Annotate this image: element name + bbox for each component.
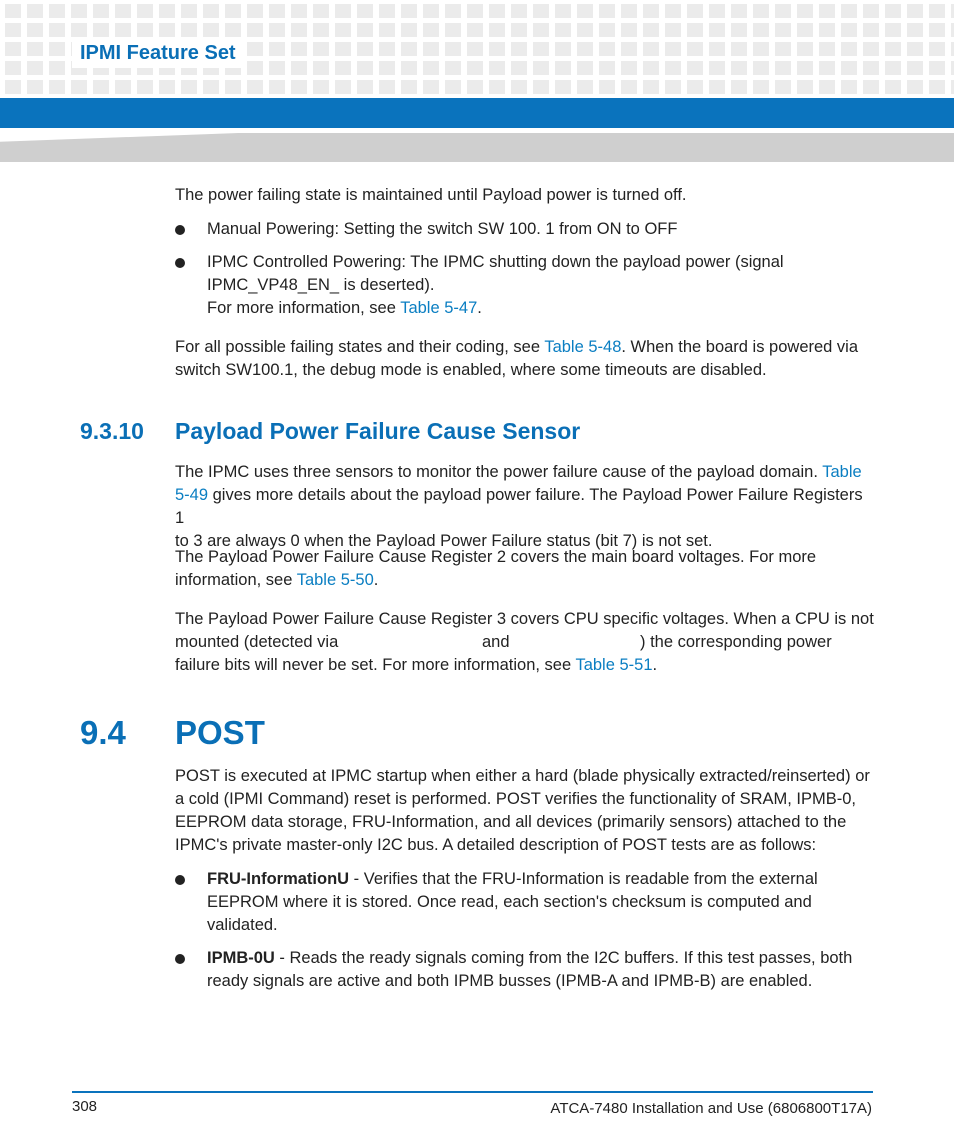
header-pattern-cell bbox=[621, 61, 637, 75]
text-line bbox=[175, 336, 875, 359]
text-line bbox=[175, 654, 875, 677]
header-pattern-cell bbox=[379, 42, 395, 56]
header-pattern-cell bbox=[643, 4, 659, 18]
header-pattern-cell bbox=[511, 80, 527, 94]
header-pattern-cell bbox=[225, 4, 241, 18]
header-pattern-cell bbox=[687, 61, 703, 75]
header-pattern-cell bbox=[621, 23, 637, 37]
bullet-ipmb-0 bbox=[207, 947, 875, 993]
header-pattern-cell bbox=[775, 61, 791, 75]
header-pattern-cell bbox=[203, 80, 219, 94]
header-pattern-cell bbox=[929, 42, 945, 56]
header-pattern-cell bbox=[93, 80, 109, 94]
header-pattern-cell bbox=[841, 80, 857, 94]
header-pattern-cell bbox=[247, 80, 263, 94]
text-span: . bbox=[652, 656, 658, 674]
text-span: For more information, see bbox=[207, 299, 401, 317]
term-ipmb-0: IPMB-0U bbox=[207, 949, 275, 967]
header-pattern-cell bbox=[797, 61, 813, 75]
header-pattern-cell bbox=[5, 23, 21, 37]
header-pattern-cell bbox=[137, 80, 153, 94]
header-pattern-cell bbox=[225, 23, 241, 37]
paragraph-register-2 bbox=[175, 546, 875, 592]
header-pattern-cell bbox=[27, 61, 43, 75]
header-pattern-cell bbox=[379, 61, 395, 75]
text-span: gives more details about the payload power failure. The Payload Power Failure Registers 1 bbox=[175, 486, 863, 527]
text-line bbox=[207, 947, 875, 970]
header-pattern-cell bbox=[49, 4, 65, 18]
text-line bbox=[175, 461, 875, 484]
header-pattern-cell bbox=[797, 80, 813, 94]
header-pattern-cell bbox=[467, 4, 483, 18]
header-pattern-cell bbox=[467, 42, 483, 56]
header-pattern-cell bbox=[445, 80, 461, 94]
text-line: EEPROM data storage, FRU-Information, and all devices (primarily sensors) attached to the bbox=[175, 813, 847, 831]
header-pattern-cell bbox=[291, 4, 307, 18]
text-span: . When the board is powered via bbox=[621, 338, 859, 356]
header-pattern-cell bbox=[819, 61, 835, 75]
header-pattern-cell bbox=[775, 4, 791, 18]
header-pattern-cell bbox=[929, 23, 945, 37]
text-span: . bbox=[477, 299, 482, 317]
header-pattern-cell bbox=[533, 80, 549, 94]
document-title: ATCA-7480 Installation and Use (6806800T17A) bbox=[550, 1100, 872, 1117]
bullet-manual-powering: Manual Powering: Setting the switch SW 100. 1 from ON to OFF bbox=[207, 220, 678, 238]
header-pattern-cell bbox=[665, 23, 681, 37]
header-pattern-cell bbox=[291, 80, 307, 94]
header-pattern-cell bbox=[533, 4, 549, 18]
header-pattern-cell bbox=[731, 42, 747, 56]
header-pattern-cell bbox=[599, 23, 615, 37]
header-pattern-cell bbox=[577, 23, 593, 37]
header-pattern-cell bbox=[335, 42, 351, 56]
header-pattern-cell bbox=[907, 61, 923, 75]
header-pattern-cell bbox=[137, 23, 153, 37]
header-pattern-cell bbox=[467, 61, 483, 75]
header-pattern-cell bbox=[665, 61, 681, 75]
text-line: EEPROM where it is stored. Once read, each section's checksum is computed and bbox=[207, 893, 812, 911]
header-pattern-cell bbox=[687, 42, 703, 56]
header-pattern-cell bbox=[291, 23, 307, 37]
header-pattern-cell bbox=[379, 4, 395, 18]
link-table-5-48[interactable]: Table 5-48 bbox=[544, 338, 622, 356]
text-span: mounted (detected via bbox=[175, 633, 339, 651]
header-pattern-cell bbox=[269, 80, 285, 94]
header-pattern-cell bbox=[71, 23, 87, 37]
header-pattern-cell bbox=[621, 42, 637, 56]
running-header-title: IPMI Feature Set bbox=[72, 38, 244, 68]
footer-rule bbox=[72, 1091, 873, 1093]
header-pattern-cell bbox=[841, 4, 857, 18]
header-pattern-cell bbox=[687, 80, 703, 94]
header-pattern-cell bbox=[159, 4, 175, 18]
header-pattern-cell bbox=[643, 61, 659, 75]
header-pattern-cell bbox=[929, 80, 945, 94]
header-pattern-cell bbox=[753, 80, 769, 94]
header-pattern-cell bbox=[49, 42, 65, 56]
header-pattern-cell bbox=[401, 23, 417, 37]
header-pattern-cell bbox=[247, 23, 263, 37]
link-table-5-50[interactable]: Table 5-50 bbox=[296, 571, 374, 589]
link-table-5-49[interactable]: 5-49 bbox=[175, 486, 209, 504]
header-pattern-cell bbox=[819, 23, 835, 37]
header-pattern-cell bbox=[49, 23, 65, 37]
paragraph-post-description bbox=[175, 765, 875, 857]
paragraph-three-sensors bbox=[175, 461, 875, 553]
header-pattern-cell bbox=[445, 61, 461, 75]
header-pattern-cell bbox=[907, 4, 923, 18]
text-line: The Payload Power Failure Cause Register 3 covers CPU specific voltages. When a CPU is not bbox=[175, 610, 874, 628]
header-pattern-cell bbox=[313, 80, 329, 94]
header-pattern-cell bbox=[357, 4, 373, 18]
header-pattern-cell bbox=[225, 80, 241, 94]
header-pattern-cell bbox=[841, 23, 857, 37]
text-span: ) the corresponding power bbox=[640, 633, 832, 651]
text-line: The Payload Power Failure Cause Register 2 covers the main board voltages. For more bbox=[175, 548, 817, 566]
header-pattern-cell bbox=[159, 23, 175, 37]
header-pattern-cell bbox=[555, 61, 571, 75]
header-pattern-cell bbox=[511, 42, 527, 56]
header-pattern-cell bbox=[533, 23, 549, 37]
header-pattern-cell bbox=[511, 23, 527, 37]
text-span: For all possible failing states and their coding, see bbox=[175, 338, 545, 356]
header-pattern-cell bbox=[401, 61, 417, 75]
header-pattern-cell bbox=[863, 61, 879, 75]
header-pattern-cell bbox=[511, 4, 527, 18]
section-number-9-4: 9.4 bbox=[80, 714, 126, 751]
header-grey-band bbox=[0, 133, 954, 162]
header-pattern-cell bbox=[533, 61, 549, 75]
header-pattern-cell bbox=[555, 23, 571, 37]
header-pattern-cell bbox=[687, 4, 703, 18]
header-pattern-cell bbox=[423, 61, 439, 75]
paragraph-failing-states bbox=[175, 336, 875, 382]
header-pattern-cell bbox=[445, 23, 461, 37]
header-pattern-cell bbox=[357, 42, 373, 56]
header-pattern-cell bbox=[137, 4, 153, 18]
text-line: validated. bbox=[207, 916, 278, 934]
header-pattern-cell bbox=[797, 42, 813, 56]
header-pattern-cell bbox=[423, 4, 439, 18]
text-line: to 3 are always 0 when the Payload Power Failure status (bit 7) is not set. bbox=[175, 532, 713, 550]
header-pattern-cell bbox=[599, 42, 615, 56]
header-pattern-cell bbox=[555, 42, 571, 56]
header-pattern-cell bbox=[621, 4, 637, 18]
header-pattern-cell bbox=[907, 23, 923, 37]
text-span: . bbox=[373, 571, 379, 589]
header-pattern-cell bbox=[93, 23, 109, 37]
header-pattern-cell bbox=[599, 80, 615, 94]
header-pattern-cell bbox=[885, 42, 901, 56]
header-pattern-cell bbox=[313, 4, 329, 18]
bullet-dot bbox=[175, 225, 185, 235]
header-pattern-cell bbox=[907, 42, 923, 56]
bullet-dot bbox=[175, 954, 185, 964]
header-pattern-cell bbox=[577, 42, 593, 56]
section-title-payload-power-failure: Payload Power Failure Cause Sensor bbox=[175, 418, 581, 444]
header-pattern-cell bbox=[863, 23, 879, 37]
text-span: and bbox=[482, 633, 510, 651]
header-pattern-cell bbox=[401, 4, 417, 18]
header-pattern-cell bbox=[885, 23, 901, 37]
text-line bbox=[175, 631, 875, 654]
header-pattern-cell bbox=[27, 80, 43, 94]
header-pattern-cell bbox=[71, 4, 87, 18]
header-pattern-cell bbox=[819, 4, 835, 18]
header-pattern-cell bbox=[885, 80, 901, 94]
text-line bbox=[175, 484, 875, 530]
header-pattern-cell bbox=[181, 4, 197, 18]
header-pattern-cell bbox=[753, 23, 769, 37]
header-pattern-cell bbox=[291, 61, 307, 75]
text-line bbox=[207, 868, 875, 891]
header-pattern-cell bbox=[401, 80, 417, 94]
section-title-post: POST bbox=[175, 714, 265, 751]
header-pattern-cell bbox=[467, 23, 483, 37]
header-pattern-cell bbox=[863, 4, 879, 18]
header-pattern-cell bbox=[181, 23, 197, 37]
header-pattern-cell bbox=[643, 23, 659, 37]
term-fru-information: FRU-InformationU bbox=[207, 870, 350, 888]
header-pattern-cell bbox=[5, 80, 21, 94]
header-pattern-cell bbox=[423, 80, 439, 94]
header-pattern-cell bbox=[401, 42, 417, 56]
header-pattern-cell bbox=[489, 80, 505, 94]
header-pattern-cell bbox=[665, 42, 681, 56]
header-pattern-cell bbox=[577, 4, 593, 18]
header-pattern-cell bbox=[665, 4, 681, 18]
text-line bbox=[207, 297, 875, 320]
header-pattern-cell bbox=[731, 80, 747, 94]
header-pattern-cell bbox=[731, 23, 747, 37]
bullet-fru-information bbox=[207, 868, 875, 937]
link-table-5-47[interactable]: Table 5-47 bbox=[400, 299, 478, 317]
header-pattern-cell bbox=[379, 80, 395, 94]
header-pattern-cell bbox=[423, 23, 439, 37]
header-pattern-cell bbox=[819, 42, 835, 56]
header-pattern-cell bbox=[577, 61, 593, 75]
text-line bbox=[175, 569, 875, 592]
header-pattern-cell bbox=[555, 80, 571, 94]
bullet-ipmc-controlled-powering bbox=[207, 251, 875, 320]
header-pattern-cell bbox=[863, 42, 879, 56]
header-pattern-cell bbox=[797, 23, 813, 37]
header-pattern-cell bbox=[335, 4, 351, 18]
header-pattern-cell bbox=[247, 4, 263, 18]
header-pattern-cell bbox=[841, 61, 857, 75]
header-pattern-cell bbox=[709, 23, 725, 37]
header-pattern-cell bbox=[929, 4, 945, 18]
header-pattern-cell bbox=[621, 80, 637, 94]
text-line: IPMC Controlled Powering: The IPMC shutting down the payload power (signal bbox=[207, 253, 784, 271]
text-span: - Verifies that the FRU-Information is readable from the external bbox=[349, 870, 818, 888]
header-pattern-cell bbox=[489, 4, 505, 18]
bullet-dot bbox=[175, 258, 185, 268]
header-pattern-cell bbox=[49, 61, 65, 75]
header-pattern-cell bbox=[929, 61, 945, 75]
header-pattern-cell bbox=[269, 42, 285, 56]
header-pattern-cell bbox=[467, 80, 483, 94]
header-blue-band bbox=[0, 98, 954, 128]
header-pattern-cell bbox=[775, 23, 791, 37]
header-pattern-cell bbox=[709, 61, 725, 75]
text-span: information, see bbox=[175, 571, 297, 589]
header-pattern-cell bbox=[907, 80, 923, 94]
header-pattern-cell bbox=[335, 23, 351, 37]
header-pattern-cell bbox=[313, 23, 329, 37]
header-pattern-cell bbox=[709, 80, 725, 94]
header-pattern-cell bbox=[731, 61, 747, 75]
bullet-dot bbox=[175, 875, 185, 885]
header-pattern-cell bbox=[335, 80, 351, 94]
header-pattern-cell bbox=[5, 61, 21, 75]
header-pattern-cell bbox=[841, 42, 857, 56]
header-pattern-cell bbox=[247, 61, 263, 75]
header-pattern-cell bbox=[753, 61, 769, 75]
header-pattern-cell bbox=[27, 42, 43, 56]
header-pattern-cell bbox=[489, 61, 505, 75]
header-pattern-cell bbox=[687, 23, 703, 37]
paragraph-register-3 bbox=[175, 608, 875, 677]
header-pattern-cell bbox=[753, 4, 769, 18]
header-pattern-cell bbox=[423, 42, 439, 56]
header-pattern-cell bbox=[203, 4, 219, 18]
header-pattern-cell bbox=[643, 42, 659, 56]
header-pattern-cell bbox=[489, 23, 505, 37]
header-pattern-cell bbox=[643, 80, 659, 94]
text-line: POST is executed at IPMC startup when either a hard (blade physically extracted/reinserted) or bbox=[175, 767, 870, 785]
header-pattern-cell bbox=[71, 80, 87, 94]
header-pattern-cell bbox=[731, 4, 747, 18]
header-pattern-cell bbox=[357, 23, 373, 37]
header-pattern-cell bbox=[181, 80, 197, 94]
text-span: failure bits will never be set. For more information, see bbox=[175, 656, 576, 674]
header-pattern-cell bbox=[93, 4, 109, 18]
header-pattern-cell bbox=[115, 80, 131, 94]
header-pattern-cell bbox=[885, 61, 901, 75]
header-pattern-cell bbox=[863, 80, 879, 94]
section-number-9-3-10: 9.3.10 bbox=[80, 418, 144, 444]
header-pattern-cell bbox=[269, 4, 285, 18]
header-pattern-cell bbox=[203, 23, 219, 37]
page-number: 308 bbox=[72, 1098, 98, 1115]
header-pattern-cell bbox=[49, 80, 65, 94]
header-pattern-cell bbox=[5, 42, 21, 56]
link-table-5-51[interactable]: Table 5-51 bbox=[575, 656, 653, 674]
header-pattern-cell bbox=[357, 80, 373, 94]
header-pattern-cell bbox=[27, 4, 43, 18]
header-pattern-cell bbox=[247, 42, 263, 56]
header-pattern-cell bbox=[599, 61, 615, 75]
header-pattern-cell bbox=[445, 4, 461, 18]
header-pattern-cell bbox=[665, 80, 681, 94]
paragraph-power-failing-state: The power failing state is maintained until Payload power is turned off. bbox=[175, 186, 687, 204]
header-pattern-cell bbox=[115, 4, 131, 18]
header-pattern-cell bbox=[357, 61, 373, 75]
header-pattern-cell bbox=[555, 4, 571, 18]
header-pattern-cell bbox=[489, 42, 505, 56]
text-line: IPMC_VP48_EN_ is deserted). bbox=[207, 276, 435, 294]
text-line: a cold (IPMI Command) reset is performed. POST verifies the functionality of SRAM, IPMB-0, bbox=[175, 790, 857, 808]
header-pattern-cell bbox=[599, 4, 615, 18]
header-pattern-cell bbox=[291, 42, 307, 56]
header-pattern-cell bbox=[269, 23, 285, 37]
header-pattern-cell bbox=[159, 80, 175, 94]
header-pattern-cell bbox=[775, 42, 791, 56]
header-pattern-cell bbox=[797, 4, 813, 18]
header-pattern-cell bbox=[5, 4, 21, 18]
text-span: The IPMC uses three sensors to monitor the power failure cause of the payload domain. bbox=[175, 463, 823, 481]
header-pattern-cell bbox=[445, 42, 461, 56]
text-line: switch SW100.1, the debug mode is enabled, where some timeouts are disabled. bbox=[175, 361, 767, 379]
header-pattern-cell bbox=[335, 61, 351, 75]
header-pattern-cell bbox=[115, 23, 131, 37]
header-pattern-cell bbox=[379, 23, 395, 37]
header-pattern-cell bbox=[775, 80, 791, 94]
header-pattern-cell bbox=[709, 4, 725, 18]
header-pattern-cell bbox=[533, 42, 549, 56]
header-pattern-cell bbox=[819, 80, 835, 94]
header-pattern-cell bbox=[313, 42, 329, 56]
header-pattern-cell bbox=[313, 61, 329, 75]
header-pattern-cell bbox=[511, 61, 527, 75]
text-span: - Reads the ready signals coming from the I2C buffers. If this test passes, both bbox=[274, 949, 853, 967]
header-pattern-cell bbox=[27, 23, 43, 37]
link-table-5-49[interactable]: Table bbox=[822, 463, 862, 481]
header-pattern-cell bbox=[885, 4, 901, 18]
header-pattern-cell bbox=[269, 61, 285, 75]
text-line: IPMC's private master-only I2C bus. A detailed description of POST tests are as follows: bbox=[175, 836, 817, 854]
header-pattern-cell bbox=[577, 80, 593, 94]
header-pattern-cell bbox=[709, 42, 725, 56]
header-pattern-cell bbox=[753, 42, 769, 56]
text-line: ready signals are active and both IPMB busses (IPMB-A and IPMB-B) are enabled. bbox=[207, 972, 813, 990]
